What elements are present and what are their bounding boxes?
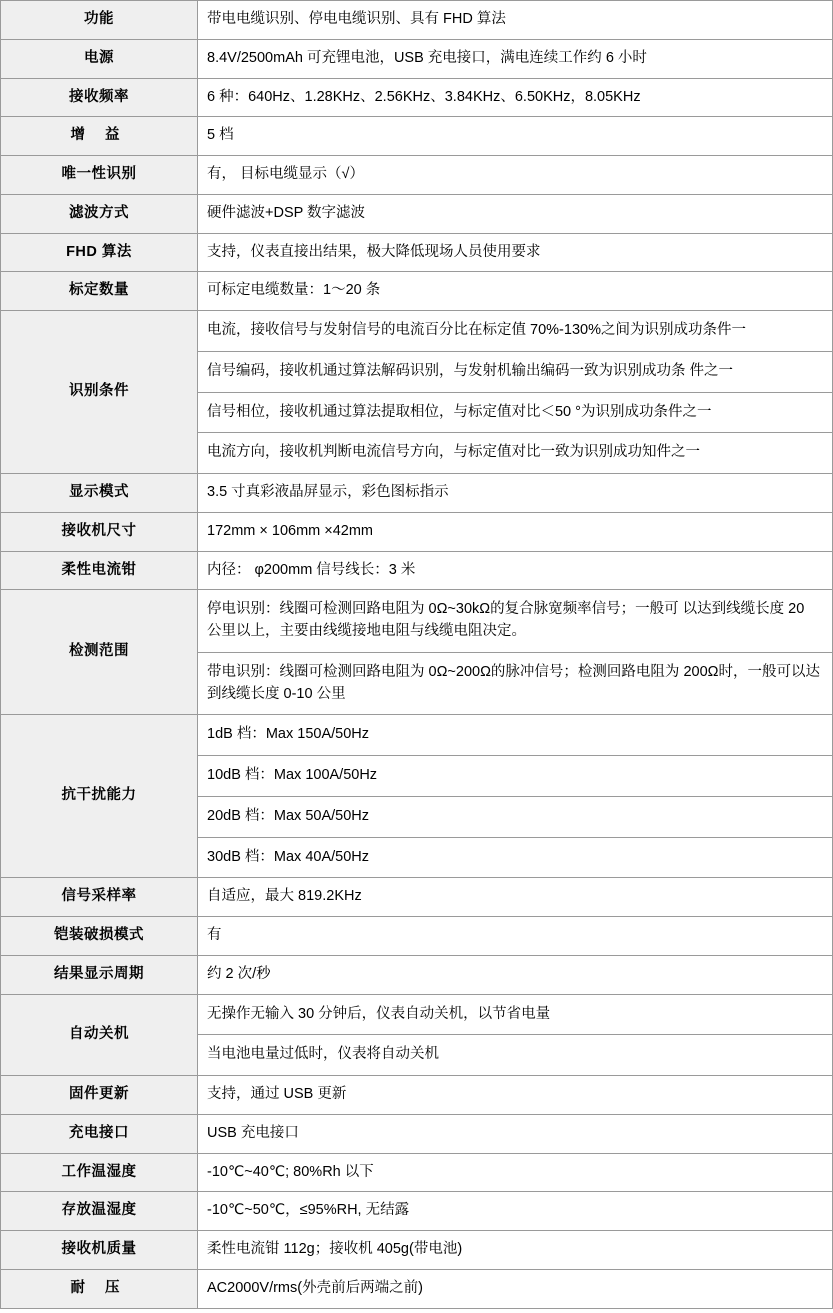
- spec-value-cell: 硬件滤波+DSP 数字滤波: [198, 194, 833, 233]
- spec-value-cell: -10℃~40℃; 80%Rh 以下: [198, 1153, 833, 1192]
- spec-label-cell: 电源: [1, 39, 198, 78]
- spec-value-cell: 信号编码，接收机通过算法解码识别，与发射机输出编码一致为识别成功条 件之一: [198, 351, 833, 392]
- spec-label-cell: 信号采样率: [1, 878, 198, 917]
- spec-label-cell: [1, 117, 198, 156]
- table-row: [1, 1192, 833, 1231]
- spec-label-cell: 充电接口: [1, 1114, 198, 1153]
- spec-label-cell: 存放温湿度: [1, 1192, 198, 1231]
- table-row: [1, 715, 833, 756]
- spec-value-cell: 电流方向，接收机判断电流信号方向，与标定值对比一致为识别成功知件之一: [198, 433, 833, 474]
- spec-value-cell: 无操作无输入 30 分钟后，仪表自动关机，以节省电量: [198, 994, 833, 1035]
- spec-label-cell: 识别条件: [1, 311, 198, 474]
- spec-value-cell: AC2000V/rms(外壳前后两端之前): [198, 1269, 833, 1308]
- spec-label-text: 增 益: [70, 127, 128, 144]
- table-row: [1, 994, 833, 1035]
- spec-value-cell: 带电识别：线圈可检测回路电阻为 0Ω~200Ω的脉冲信号；检测回路电阻为 200Ω时，一般可以达到线缆长度 0-10 公里: [198, 652, 833, 715]
- spec-value-cell: -10℃~50℃，≤95%RH, 无结露: [198, 1192, 833, 1231]
- spec-label-cell: 固件更新: [1, 1076, 198, 1115]
- table-row: [1, 1114, 833, 1153]
- table-row: [1, 1231, 833, 1270]
- spec-value-cell: 带电电缆识别、停电电缆识别、具有 FHD 算法: [198, 1, 833, 40]
- table-row: [1, 878, 833, 917]
- table-row: [1, 78, 833, 117]
- spec-value-cell: 6 种：640Hz、1.28KHz、2.56KHz、3.84KHz、6.50KHz，8.05KHz: [198, 78, 833, 117]
- spec-value-cell: 10dB 档：Max 100A/50Hz: [198, 756, 833, 797]
- spec-value-cell: 8.4V/2500mAh 可充锂电池，USB 充电接口，满电连续工作约 6 小时: [198, 39, 833, 78]
- table-row: [1, 194, 833, 233]
- table-row: [1, 272, 833, 311]
- table-row: [1, 551, 833, 590]
- spec-label-cell: 工作温湿度: [1, 1153, 198, 1192]
- table-row: [1, 590, 833, 653]
- spec-value-cell: 约 2 次/秒: [198, 955, 833, 994]
- table-row: [1, 474, 833, 513]
- spec-label-cell: 显示模式: [1, 474, 198, 513]
- spec-value-cell: 3.5 寸真彩液晶屏显示，彩色图标指示: [198, 474, 833, 513]
- spec-label-cell: 检测范围: [1, 590, 198, 715]
- spec-label-cell: 接收机尺寸: [1, 512, 198, 551]
- spec-label-cell: 结果显示周期: [1, 955, 198, 994]
- spec-label-cell: 滤波方式: [1, 194, 198, 233]
- table-row: [1, 1153, 833, 1192]
- spec-value-cell: 20dB 档：Max 50A/50Hz: [198, 796, 833, 837]
- spec-value-cell: 有， 目标电缆显示（√）: [198, 156, 833, 195]
- spec-label-cell: 唯一性识别: [1, 156, 198, 195]
- table-row: [1, 117, 833, 156]
- table-row: [1, 1269, 833, 1308]
- table-row: [1, 233, 833, 272]
- spec-label-cell: 功能: [1, 1, 198, 40]
- spec-label-cell: 铠装破损模式: [1, 917, 198, 956]
- spec-label-text: 耐 压: [70, 1279, 128, 1296]
- table-body: [1, 1, 833, 1309]
- spec-value-cell: 支持，仪表直接出结果，极大降低现场人员使用要求: [198, 233, 833, 272]
- table-row: [1, 955, 833, 994]
- table-row: [1, 512, 833, 551]
- spec-label-cell: 抗干扰能力: [1, 715, 198, 878]
- spec-value-cell: 30dB 档：Max 40A/50Hz: [198, 837, 833, 878]
- spec-value-cell: 内径： φ200mm 信号线长：3 米: [198, 551, 833, 590]
- table-row: [1, 39, 833, 78]
- spec-value-cell: 支持，通过 USB 更新: [198, 1076, 833, 1115]
- spec-value-cell: 5 档: [198, 117, 833, 156]
- spec-label-cell: 标定数量: [1, 272, 198, 311]
- spec-value-cell: 信号相位，接收机通过算法提取相位，与标定值对比＜50 °为识别成功条件之一: [198, 392, 833, 433]
- spec-value-cell: 柔性电流钳 112g；接收机 405g(带电池): [198, 1231, 833, 1270]
- spec-value-cell: USB 充电接口: [198, 1114, 833, 1153]
- spec-label-cell: 接收机质量: [1, 1231, 198, 1270]
- table-row: [1, 311, 833, 352]
- table-row: [1, 1076, 833, 1115]
- spec-value-cell: 可标定电缆数量：1～20 条: [198, 272, 833, 311]
- spec-label-cell: 柔性电流钳: [1, 551, 198, 590]
- spec-value-cell: 当电池电量过低时，仪表将自动关机: [198, 1035, 833, 1076]
- spec-label-cell: FHD 算法: [1, 233, 198, 272]
- spec-label-cell: 自动关机: [1, 994, 198, 1076]
- spec-value-cell: 有: [198, 917, 833, 956]
- spec-value-cell: 1dB 档：Max 150A/50Hz: [198, 715, 833, 756]
- spec-value-cell: 电流，接收信号与发射信号的电流百分比在标定值 70%-130%之间为识别成功条件一: [198, 311, 833, 352]
- spec-value-cell: 自适应，最大 819.2KHz: [198, 878, 833, 917]
- spec-value-cell: 停电识别：线圈可检测回路电阻为 0Ω~30kΩ的复合脉宽频率信号；一般可 以达到线缆长度 20 公里以上，主要由线缆接地电阻与线缆电阻决定。: [198, 590, 833, 653]
- spec-label-cell: 接收频率: [1, 78, 198, 117]
- table-row: [1, 1, 833, 40]
- spec-label-cell: [1, 1269, 198, 1308]
- table-row: [1, 156, 833, 195]
- spec-value-cell: 172mm × 106mm ×42mm: [198, 512, 833, 551]
- table-row: [1, 917, 833, 956]
